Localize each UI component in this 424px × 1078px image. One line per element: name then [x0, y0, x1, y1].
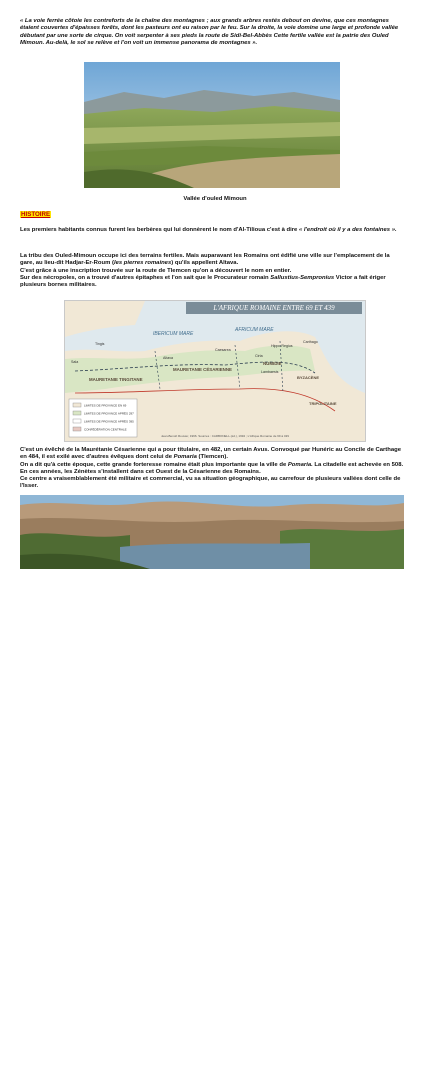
map-city-2: Altava: [163, 356, 173, 360]
map-city-6: Cirta: [255, 354, 263, 358]
p2-text-e: Sur des nécropoles, on a trouvé d'autres épitaphes et l'on sait que le Procurateur romain: [20, 274, 271, 281]
map-region-3: NUMIDIE: [263, 361, 282, 366]
valley-photo: [84, 62, 340, 188]
map-city-5: Hippo Regius: [271, 344, 293, 348]
paragraph-roman-town: [20, 253, 404, 289]
map-city-7: Lambaesis: [261, 370, 279, 374]
section-heading: HISTOIRE: [21, 211, 51, 218]
map-sea-label-2: AFRICUM MARE: [235, 327, 274, 333]
p3-text-g: Ce centre a vraisemblablement été militaire et commercial, vu sa situation géographique, au carrefour de plusieurs vallées dont celle de l'Isser.: [20, 476, 401, 490]
map-legend-3: LIMITES DE PROVINCE APRÈS 395: [84, 419, 134, 424]
map-city-8: Sala: [71, 360, 79, 364]
map-region-2: MAURETANIE CÉSARIENNE: [173, 367, 232, 372]
paragraph-bishopric: [20, 447, 404, 491]
map-city-3: Caesarea: [215, 348, 231, 352]
p3-text-c: (Tlemcen).: [196, 454, 229, 461]
p2-text-c: ) qu'ils appellent Altava.: [171, 260, 239, 267]
map-region-5: TRIPOLITAINE: [309, 401, 337, 406]
river-photo: [20, 495, 404, 1077]
p2-text-a: La tribu des Ouled-Mimoun occupe ici des terrains fertiles. Mais auparavant les Romains ont édifié une ville sur l'emplacement de la gare, au lieu-dit Hadjar-Er-Roum (: [20, 253, 390, 267]
p2-italic: les pierres romaines: [113, 260, 172, 267]
p3-text-f: La citadelle est achevée en 508. En ces années, les Zénètes s'installent dans cet Ouest de la Césarienne des Romains.: [20, 461, 404, 475]
watermark: ©VALENTIN: [44, 1051, 199, 1077]
p2-text-d: C'est grâce à une inscription trouvée sur la route de Tlemcen qu'on a découvert le nom en entier.: [20, 267, 292, 274]
p3-pomaria: Pomaria: [173, 454, 197, 461]
map-sea-label-1: IBERICUM MARE: [153, 331, 194, 337]
map-city-4: Carthago: [303, 340, 318, 344]
p1-quote: « l'endroit où il y a des fontaines ».: [298, 227, 397, 233]
p3-text-d: On a dit qu'à cette époque, cette grande forteresse romaine était plus importante que la ville de: [20, 461, 288, 468]
map-source: Jean-Benoît Rouvier, 1996. Sources : CARBONELL (éd.), 1994 ; L'Afrique Romaine de 69 à 439: [161, 434, 289, 438]
p1-text: Les premiers habitants connus furent les berbères qui lui donnèrent le nom d'Al-Tilioua c'est à dire: [20, 227, 299, 233]
p3-text-a: C'est un évêché de la Maurétanie Césarienne qui a pour titulaire, en 482, un certain Avus. Convoqué par Hunéric au Concile de Carthage en 484, il est exilé avec d'autres évêques dont celui de: [20, 447, 402, 461]
p2-text-g: Victor a fait ériger plusieurs bornes militaires.: [20, 274, 386, 289]
p3-pomaria-2: Pomaria.: [287, 461, 313, 468]
map-region-4: BYZACÈNE: [297, 375, 320, 380]
p2-procurator: Sallustius-Sempronius: [270, 274, 335, 281]
paragraph-first-inhabitants: [20, 227, 404, 234]
map-legend-2: LIMITES DE PROVINCE APRÈS 297: [84, 411, 134, 416]
map-title: L'AFRIQUE ROMAINE ENTRE 69 ET 439: [186, 302, 362, 314]
photo-caption: Vallée d'ouled Mimoun: [183, 196, 247, 202]
map-city-1: Tingis: [95, 342, 105, 346]
intro-quote: « La voie ferrée côtoie les contreforts de la chaîne des montagnes ; aux grands arbres restés debout on devine, que ces montagnes étaient couvertes d'épaisses forêts, dont les pasteurs ont eu raison par le feu. Sur la droite, la voie domine une large et profonde vallée débutant par une sorte de cirque. On voit serpenter à ses pieds la route de Sidi-Bel-Abbès Cette fertile vallée est la patrie des Ouled Mimoun. Au-delà, le sol se relève et l'on voit un immense panorama de montagnes ».: [20, 18, 399, 46]
roman-africa-map: [64, 300, 366, 442]
map-legend-4: CONFÉDÉRATION CENTRALE: [84, 427, 127, 432]
map-legend-1: LIMITES DE PROVINCE EN 69: [84, 403, 127, 408]
map-region-1: MAURETANIE TINGITANE: [89, 377, 143, 382]
